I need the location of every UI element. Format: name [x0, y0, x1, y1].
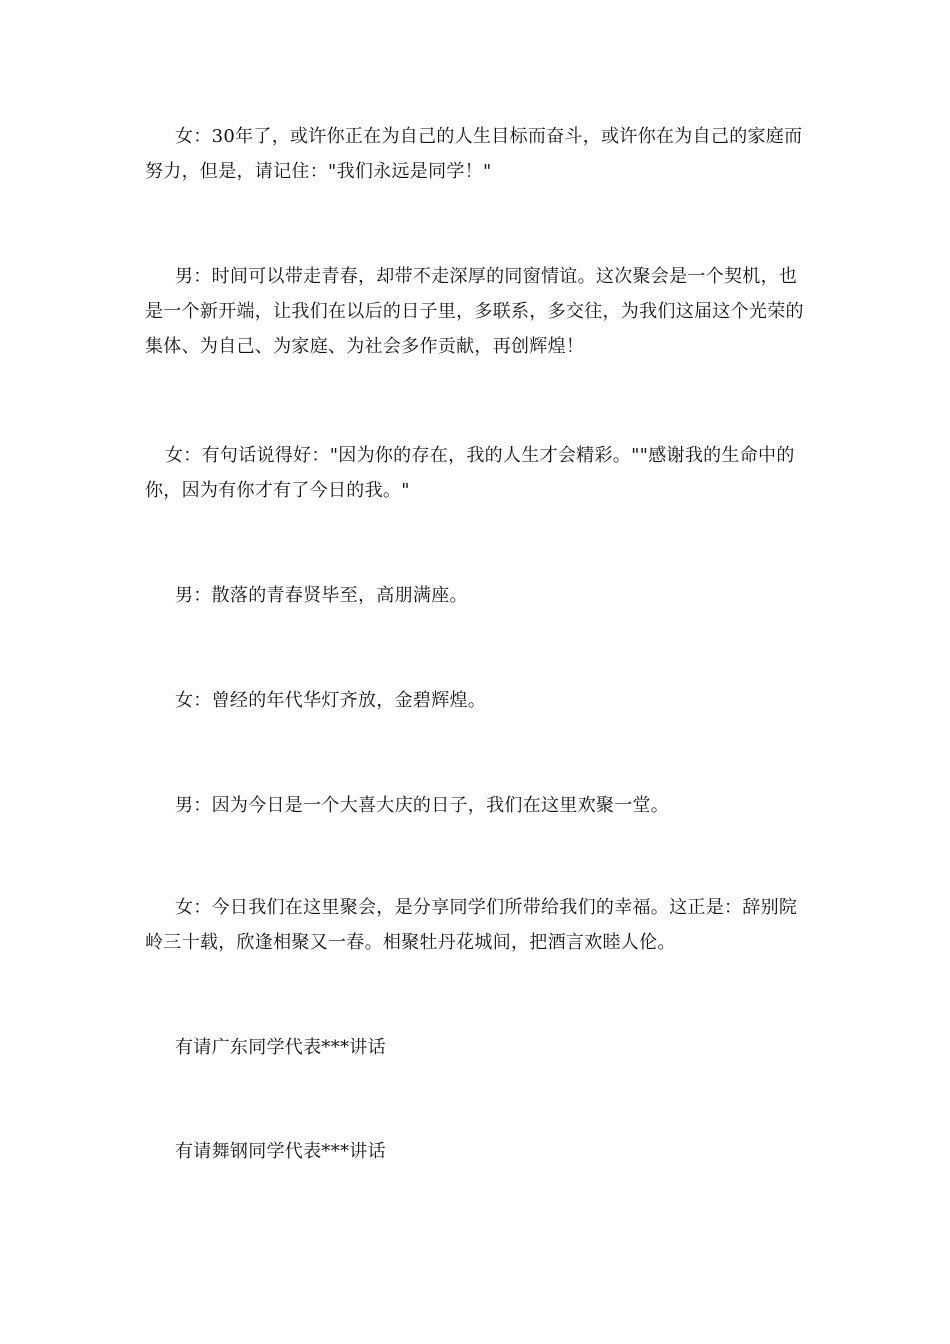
paragraph-invite-wugang: 有请舞钢同学代表***讲话 [175, 1141, 386, 1162]
paragraph-male-1: 男：时间可以带走青春，却带不走深厚的同窗情谊。这次聚会是一个契机，也是一个新开端，让我们在以后的日子里，多联系，多交往，为我们这届这个光荣的集体、为自己、为家庭、为社会多作贡献，再创辉煌！ [145, 266, 804, 357]
paragraph-male-2: 男：散落的青春贤毕至，高朋满座。 [175, 585, 468, 606]
paragraph-female-3: 女：曾经的年代华灯齐放，金碧辉煌。 [175, 690, 487, 711]
paragraph-invite-guangdong: 有请广东同学代表***讲话 [175, 1037, 386, 1058]
paragraph-female-4: 女：今日我们在这里聚会，是分享同学们所带给我们的幸福。这正是：辞别院岭三十载，欣逢相聚又一春。相聚牡丹花城间，把酒言欢睦人伦。 [145, 897, 798, 953]
paragraph-female-2: 女：有句话说得好："因为你的存在，我的人生才会精彩。""感谢我的生命中的你，因为有你才有了今日的我。" [145, 445, 795, 501]
paragraph-female-1: 女：30年了，或许你正在为自己的人生目标而奋斗，或许你在为自己的家庭而努力，但是，请记住："我们永远是同学！" [145, 126, 803, 182]
paragraph-male-3: 男：因为今日是一个大喜大庆的日子，我们在这里欢聚一堂。 [175, 795, 670, 816]
